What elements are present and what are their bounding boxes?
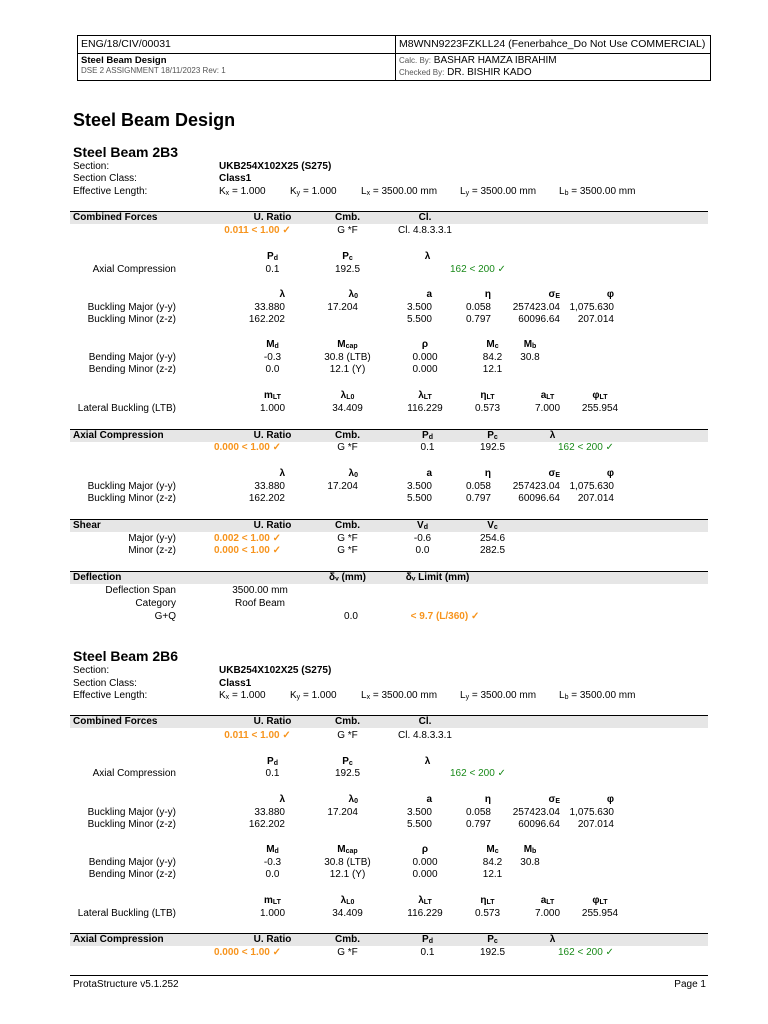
md-symbol: $M_d$ xyxy=(266,339,279,350)
ltb-label: Lateral Buckling (LTB) xyxy=(77,403,176,414)
cell: 5.500 xyxy=(406,493,432,504)
lambda0-symbol: $\lambda_0$ xyxy=(348,468,358,479)
cell: 116.229 xyxy=(407,908,443,919)
sigmae-symbol: $\sigma_E$ xyxy=(548,289,560,300)
cell: 1,075.630 xyxy=(569,302,614,313)
cmb-value: G *F xyxy=(337,225,358,236)
lb-value: $L_b = 3500.00$ mm xyxy=(559,186,636,197)
pd-symbol: $P_d$ xyxy=(267,251,278,262)
cmb-col: Cmb. xyxy=(335,520,360,531)
pc-symbol: $P_c$ xyxy=(487,430,498,441)
cell: 34.409 xyxy=(332,908,363,919)
combined-heading: Combined Forces xyxy=(73,212,158,223)
pd-value: 0.1 xyxy=(420,442,435,453)
lambda0-symbol: $\lambda_0$ xyxy=(348,794,358,805)
shear-heading: Shear xyxy=(73,520,101,531)
phi-symbol: φ xyxy=(606,289,614,300)
bending-minor-label: Bending Minor (z-z) xyxy=(88,869,176,880)
cell: 257423.04 xyxy=(512,302,560,313)
cell: 33.880 xyxy=(254,481,285,492)
lambda-check: 162 < 200 xyxy=(558,947,603,958)
uratio-value: 0.002 < 1.00 xyxy=(213,533,270,544)
category-value: Roof Beam xyxy=(234,598,286,609)
license-text: M8WNN9223FZKLL24 (Fenerbahce_Do Not Use COMMERCIAL) xyxy=(399,38,706,50)
cell: 30.8 xyxy=(520,352,540,363)
alt-symbol: $a_{LT}$ xyxy=(540,390,555,401)
lambda-symbol: λ xyxy=(549,934,556,945)
cell: -0.3 xyxy=(263,857,282,868)
rho-symbol: ρ xyxy=(421,339,429,350)
check-icon: ✓ xyxy=(497,768,506,779)
mc-symbol: $M_c$ xyxy=(486,339,499,350)
cell: 60096.64 xyxy=(518,493,560,504)
philt-symbol: $\varphi_{LT}$ xyxy=(592,895,608,906)
shear-major-label: Major (y-y) xyxy=(128,533,176,544)
check-icon: ✓ xyxy=(470,611,480,622)
buckling-minor-label: Buckling Minor (z-z) xyxy=(87,819,176,830)
cell: 3.500 xyxy=(406,302,432,313)
section-value: UKB254X102X25 (S275) xyxy=(219,161,332,172)
kx-value: $K_x = 1.000$ xyxy=(219,690,266,701)
buckling-minor-label: Buckling Minor (z-z) xyxy=(87,314,176,325)
uratio-value: 0.000 < 1.00 xyxy=(213,545,270,556)
lambdal0-symbol: $\lambda_{L0}$ xyxy=(340,895,355,906)
effective-length-label: Effective Length: xyxy=(73,690,148,701)
etalt-symbol: $\eta_{LT}$ xyxy=(480,390,495,401)
cell: 1.000 xyxy=(259,403,286,414)
dv-col: δᵥ (mm) xyxy=(329,572,366,583)
lambdalt-symbol: $\lambda_{LT}$ xyxy=(418,895,432,906)
cell: 255.954 xyxy=(581,908,619,919)
uratio-value: 0.000 < 1.00 xyxy=(213,947,270,958)
deflection-heading: Deflection xyxy=(73,572,122,583)
rho-symbol: ρ xyxy=(421,844,429,855)
uratio-col: U. Ratio xyxy=(253,520,292,531)
cell: 60096.64 xyxy=(518,314,560,325)
pd-value: 0.1 xyxy=(420,947,435,958)
footer-software: ProtaStructure v5.1.252 xyxy=(73,979,179,990)
vc-symbol: $V_c$ xyxy=(487,520,498,531)
footer-page: Page 1 xyxy=(674,979,706,990)
cmb-col: Cmb. xyxy=(335,934,360,945)
uratio-col: U. Ratio xyxy=(253,212,292,223)
lx-value: $L_x = 3500.00$ mm xyxy=(361,186,438,197)
combo-label: G+Q xyxy=(154,611,176,622)
vd-symbol: $V_d$ xyxy=(417,520,428,531)
lambda-symbol: λ xyxy=(424,756,431,767)
a-symbol: a xyxy=(426,289,432,300)
etalt-symbol: $\eta_{LT}$ xyxy=(480,895,495,906)
section-class-value: Class1 xyxy=(219,173,252,184)
beam-title: Steel Beam 2B3 xyxy=(73,144,179,160)
cl-value: Cl. 4.8.3.3.1 xyxy=(398,225,452,236)
kx-value: $K_x = 1.000$ xyxy=(219,186,266,197)
cell: 0.000 xyxy=(412,352,438,363)
cell: 84.2 xyxy=(482,857,503,868)
effective-length-label: Effective Length: xyxy=(73,186,148,197)
cell: 0.797 xyxy=(465,493,491,504)
cell: 5.500 xyxy=(406,819,432,830)
mcap-symbol: $M_{cap}$ xyxy=(337,844,358,855)
page-title: Steel Beam Design xyxy=(73,110,236,130)
eta-symbol: η xyxy=(484,468,491,479)
checked-by-label: Checked By: xyxy=(399,68,445,77)
cell: 33.880 xyxy=(254,807,285,818)
cell: 162.202 xyxy=(248,493,285,504)
cell: 5.500 xyxy=(406,314,432,325)
ltb-label: Lateral Buckling (LTB) xyxy=(77,908,176,919)
ky-value: $K_y = 1.000$ xyxy=(290,690,337,701)
vd-value: -0.6 xyxy=(413,533,432,544)
uratio-col: U. Ratio xyxy=(253,430,292,441)
cell: 257423.04 xyxy=(512,481,560,492)
sigmae-symbol: $\sigma_E$ xyxy=(548,794,560,805)
section-class-label: Section Class: xyxy=(73,678,137,689)
cl-value: Cl. 4.8.3.3.1 xyxy=(398,730,452,741)
cell: 0.0 xyxy=(265,869,280,880)
cell: 0.573 xyxy=(474,908,501,919)
eta-symbol: η xyxy=(484,289,491,300)
pc-value: 192.5 xyxy=(479,442,506,453)
uratio-value: 0.000 < 1.00 xyxy=(213,442,270,453)
dv-limit-value: < 9.7 (L/360) xyxy=(410,611,469,622)
lambdal0-symbol: $\lambda_{L0}$ xyxy=(340,390,355,401)
axial-heading: Axial Compression xyxy=(73,430,164,441)
cmb-value: G *F xyxy=(337,947,358,958)
cell: 1,075.630 xyxy=(569,481,614,492)
cell: 116.229 xyxy=(407,403,443,414)
mcap-symbol: $M_{cap}$ xyxy=(337,339,358,350)
deflection-span-label: Deflection Span xyxy=(105,585,176,596)
cmb-value: G *F xyxy=(337,442,358,453)
bending-major-label: Bending Major (y-y) xyxy=(88,857,176,868)
job-ref: ENG/18/CIV/00031 xyxy=(78,36,396,53)
vc-value: 282.5 xyxy=(479,545,506,556)
check-icon: ✓ xyxy=(282,225,291,236)
cell: 207.014 xyxy=(577,314,614,325)
check-icon: ✓ xyxy=(497,264,506,275)
lx-value: $L_x = 3500.00$ mm xyxy=(361,690,438,701)
cell: 0.058 xyxy=(465,807,491,818)
check-icon: ✓ xyxy=(272,545,282,556)
mb-symbol: $M_b$ xyxy=(523,844,537,855)
buckling-minor-label: Buckling Minor (z-z) xyxy=(87,493,176,504)
cell: 207.014 xyxy=(577,493,614,504)
cell: 0.000 xyxy=(412,857,438,868)
cell: 0.0 xyxy=(265,364,280,375)
cell: 33.880 xyxy=(254,302,285,313)
cell: 0.797 xyxy=(465,314,491,325)
cell: 7.000 xyxy=(534,403,561,414)
calc-by-label: Calc. By: xyxy=(399,56,432,65)
table-header-bar xyxy=(70,716,708,728)
cell: 255.954 xyxy=(581,403,619,414)
cell: 1,075.630 xyxy=(569,807,614,818)
md-symbol: $M_d$ xyxy=(266,844,279,855)
lambdalt-symbol: $\lambda_{LT}$ xyxy=(418,390,432,401)
pd-value: 0.1 xyxy=(265,768,280,779)
axial-label: Axial Compression xyxy=(92,264,176,275)
pc-value: 192.5 xyxy=(334,768,361,779)
lambda-symbol: λ xyxy=(279,468,285,479)
cell: 3.500 xyxy=(406,807,432,818)
uratio-value: 0.011 < 1.00 xyxy=(224,730,280,741)
deflection-span-value: 3500.00 mm xyxy=(232,585,288,596)
cmb-col: Cmb. xyxy=(335,212,360,223)
section-value: UKB254X102X25 (S275) xyxy=(219,665,332,676)
table-header-bar xyxy=(70,572,708,584)
lambda-symbol: λ xyxy=(424,251,431,262)
check-icon: ✓ xyxy=(605,947,614,958)
pc-symbol: $P_c$ xyxy=(342,251,353,262)
cl-col: Cl. xyxy=(418,716,432,727)
doc-subtitle: DSE 2 ASSIGNMENT 18/11/2023 Rev: 1 xyxy=(81,66,226,75)
cmb-col: Cmb. xyxy=(335,430,360,441)
cell: 0.000 xyxy=(412,869,438,880)
lambda-symbol: λ xyxy=(279,289,285,300)
cell: 34.409 xyxy=(332,403,363,414)
cell: 60096.64 xyxy=(518,819,560,830)
cell: 30.8 (LTB) xyxy=(324,857,371,868)
cell: 0.797 xyxy=(465,819,491,830)
cell: 30.8 xyxy=(520,857,540,868)
lambda-check: 162 < 200 xyxy=(450,264,495,275)
philt-symbol: $\varphi_{LT}$ xyxy=(592,390,608,401)
cell: 12.1 xyxy=(482,364,503,375)
combined-heading: Combined Forces xyxy=(73,716,158,727)
pc-symbol: $P_c$ xyxy=(487,934,498,945)
section-class-label: Section Class: xyxy=(73,173,137,184)
pd-symbol: $P_d$ xyxy=(422,430,433,441)
ky-value: $K_y = 1.000$ xyxy=(290,186,337,197)
cell: 0.000 xyxy=(412,364,438,375)
check-icon: ✓ xyxy=(282,730,291,741)
dv-limit-col: δᵥ Limit (mm) xyxy=(405,572,470,583)
a-symbol: a xyxy=(426,468,432,479)
mc-symbol: $M_c$ xyxy=(486,844,499,855)
axial-label: Axial Compression xyxy=(92,768,176,779)
mb-symbol: $M_b$ xyxy=(523,339,537,350)
table-header-bar xyxy=(70,520,708,532)
mlt-symbol: $m_{LT}$ xyxy=(264,895,281,906)
cell: 12.1 xyxy=(482,869,503,880)
cell: 207.014 xyxy=(577,819,614,830)
section-label: Section: xyxy=(73,665,110,676)
section-label: Section: xyxy=(73,161,110,172)
cell: 17.204 xyxy=(327,807,358,818)
buckling-major-label: Buckling Major (y-y) xyxy=(87,807,176,818)
lambda-symbol: λ xyxy=(549,430,556,441)
uratio-col: U. Ratio xyxy=(253,934,292,945)
dv-value: 0.0 xyxy=(344,611,358,622)
cell: 3.500 xyxy=(406,481,432,492)
phi-symbol: φ xyxy=(606,794,614,805)
sigmae-symbol: $\sigma_E$ xyxy=(548,468,560,479)
cell: 162.202 xyxy=(248,819,285,830)
pc-symbol: $P_c$ xyxy=(342,756,353,767)
ly-value: $L_y = 3500.00$ mm xyxy=(460,186,537,197)
cell: 1.000 xyxy=(259,908,286,919)
cell: 162.202 xyxy=(248,314,285,325)
footer-divider xyxy=(70,975,708,976)
mlt-symbol: $m_{LT}$ xyxy=(264,390,281,401)
eta-symbol: η xyxy=(484,794,491,805)
cell: 12.1 (Y) xyxy=(329,364,366,375)
cell: 84.2 xyxy=(482,352,503,363)
table-header-bar xyxy=(70,934,708,946)
cell: 0.058 xyxy=(465,302,491,313)
cl-col: Cl. xyxy=(418,212,432,223)
axial-heading: Axial Compression xyxy=(73,934,164,945)
lb-value: $L_b = 3500.00$ mm xyxy=(559,690,636,701)
cmb-value: G *F xyxy=(337,533,358,544)
bending-minor-label: Bending Minor (z-z) xyxy=(88,364,176,375)
buckling-major-label: Buckling Major (y-y) xyxy=(87,302,176,313)
lambda0-symbol: $\lambda_0$ xyxy=(348,289,358,300)
uratio-col: U. Ratio xyxy=(253,716,292,727)
beam-title: Steel Beam 2B6 xyxy=(73,648,179,664)
shear-minor-label: Minor (z-z) xyxy=(128,545,176,556)
bending-major-label: Bending Major (y-y) xyxy=(88,352,176,363)
pc-value: 192.5 xyxy=(479,947,506,958)
checked-by: DR. BISHIR KADO xyxy=(447,67,532,78)
cell: 0.058 xyxy=(465,481,491,492)
buckling-major-label: Buckling Major (y-y) xyxy=(87,481,176,492)
pd-symbol: $P_d$ xyxy=(422,934,433,945)
table-header-bar xyxy=(70,212,708,224)
phi-symbol: φ xyxy=(606,468,614,479)
doc-title: Steel Beam Design xyxy=(81,55,167,66)
category-label: Category xyxy=(135,598,176,609)
table-header-bar xyxy=(70,430,708,442)
header-box xyxy=(77,35,711,81)
cell: 17.204 xyxy=(327,481,358,492)
cell: 30.8 (LTB) xyxy=(324,352,371,363)
lambda-check: 162 < 200 xyxy=(450,768,495,779)
vd-value: 0.0 xyxy=(415,545,430,556)
cmb-col: Cmb. xyxy=(335,716,360,727)
check-icon: ✓ xyxy=(272,947,282,958)
calc-by: BASHAR HAMZA IBRAHIM xyxy=(433,55,557,66)
cell: 0.573 xyxy=(474,403,501,414)
cell: -0.3 xyxy=(263,352,282,363)
pc-value: 192.5 xyxy=(334,264,361,275)
pd-value: 0.1 xyxy=(265,264,280,275)
cmb-value: G *F xyxy=(337,730,358,741)
check-icon: ✓ xyxy=(272,533,282,544)
check-icon: ✓ xyxy=(605,442,614,453)
cell: 12.1 (Y) xyxy=(329,869,366,880)
a-symbol: a xyxy=(426,794,432,805)
lambda-check: 162 < 200 xyxy=(558,442,603,453)
alt-symbol: $a_{LT}$ xyxy=(540,895,555,906)
cell: 257423.04 xyxy=(512,807,560,818)
section-class-value: Class1 xyxy=(219,678,252,689)
cell: 17.204 xyxy=(327,302,358,313)
check-icon: ✓ xyxy=(272,442,282,453)
cmb-value: G *F xyxy=(337,545,358,556)
uratio-value: 0.011 < 1.00 xyxy=(224,225,280,236)
pd-symbol: $P_d$ xyxy=(267,756,278,767)
ly-value: $L_y = 3500.00$ mm xyxy=(460,690,537,701)
lambda-symbol: λ xyxy=(279,794,285,805)
vc-value: 254.6 xyxy=(479,533,506,544)
cell: 7.000 xyxy=(534,908,561,919)
